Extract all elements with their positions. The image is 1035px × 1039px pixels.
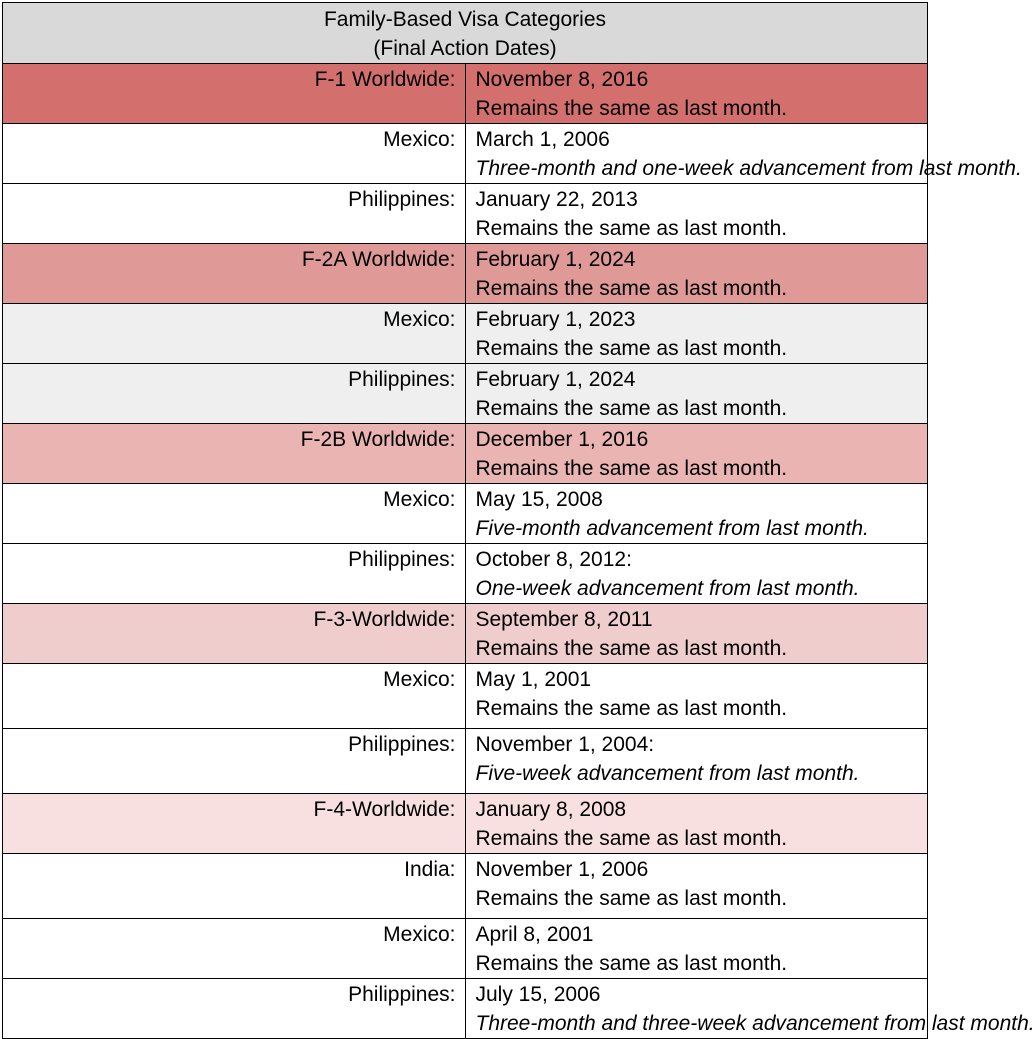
final-action-date: October 8, 2012: xyxy=(475,548,632,571)
category-label: India: xyxy=(3,854,466,919)
category-value xyxy=(465,484,928,544)
final-action-date: February 1, 2024 xyxy=(475,368,636,391)
table-row xyxy=(3,919,928,979)
change-note: Remains the same as last month. xyxy=(475,697,788,720)
category-label: Philippines: xyxy=(3,544,466,604)
table-row xyxy=(3,304,928,364)
category-value xyxy=(465,244,928,304)
table-row xyxy=(3,364,928,424)
category-value xyxy=(465,854,928,919)
category-value xyxy=(465,304,928,364)
category-value xyxy=(465,364,928,424)
category-label: Mexico: xyxy=(3,919,466,979)
category-value xyxy=(465,979,1035,1039)
category-label: Philippines: xyxy=(3,364,466,424)
category-value xyxy=(465,544,928,604)
table-row xyxy=(3,544,928,604)
change-note: Remains the same as last month. xyxy=(475,827,788,850)
final-action-date: May 1, 2001 xyxy=(475,668,592,691)
table-row xyxy=(3,979,928,1039)
change-note: Remains the same as last month. xyxy=(475,217,788,240)
final-action-date: November 1, 2004: xyxy=(475,733,655,756)
table-title-line2: (Final Action Dates) xyxy=(373,37,557,60)
table-header-row xyxy=(3,3,928,64)
table-title xyxy=(3,3,928,64)
table-row xyxy=(3,124,928,184)
table-row xyxy=(3,424,928,484)
visa-bulletin-table xyxy=(2,2,1035,1039)
table-row xyxy=(3,664,928,729)
change-note: Three-month and three-week advancement from last month. xyxy=(475,1012,1035,1035)
final-action-date: January 8, 2008 xyxy=(475,798,627,821)
change-note: Remains the same as last month. xyxy=(475,397,788,420)
final-action-date: September 8, 2011 xyxy=(475,608,653,631)
change-note: Remains the same as last month. xyxy=(475,277,788,300)
table-body xyxy=(3,64,1035,1039)
final-action-date: November 1, 2006 xyxy=(475,858,649,881)
category-label: Mexico: xyxy=(3,484,466,544)
category-label: Philippines: xyxy=(3,184,466,244)
category-value xyxy=(465,424,928,484)
category-label: F-3-Worldwide: xyxy=(3,604,466,664)
category-label: F-1 Worldwide: xyxy=(3,64,466,124)
change-note: Remains the same as last month. xyxy=(475,952,788,975)
change-note: Remains the same as last month. xyxy=(475,457,788,480)
table-row xyxy=(3,184,928,244)
final-action-date: January 22, 2013 xyxy=(475,188,638,211)
category-value xyxy=(465,124,1022,184)
change-note: Remains the same as last month. xyxy=(475,97,788,120)
category-label: Philippines: xyxy=(3,979,466,1039)
table-row xyxy=(3,729,928,794)
change-note: Three-month and one-week advancement from last month. xyxy=(475,157,1022,180)
category-value xyxy=(465,919,928,979)
final-action-date: February 1, 2023 xyxy=(475,308,636,331)
change-note: Remains the same as last month. xyxy=(475,337,788,360)
category-value xyxy=(465,64,928,124)
change-note: Remains the same as last month. xyxy=(475,637,788,660)
change-note: Five-week advancement from last month. xyxy=(475,762,860,785)
table-row xyxy=(3,64,928,124)
category-label: F-2B Worldwide: xyxy=(3,424,466,484)
category-value xyxy=(465,604,928,664)
category-label: F-2A Worldwide: xyxy=(3,244,466,304)
final-action-date: July 15, 2006 xyxy=(475,983,601,1006)
category-label: Mexico: xyxy=(3,304,466,364)
final-action-date: April 8, 2001 xyxy=(475,923,594,946)
category-value xyxy=(465,729,928,794)
table-row xyxy=(3,854,928,919)
category-label: Mexico: xyxy=(3,124,466,184)
change-note: Remains the same as last month. xyxy=(475,887,788,910)
category-value xyxy=(465,184,928,244)
final-action-date: March 1, 2006 xyxy=(475,128,610,151)
final-action-date: May 15, 2008 xyxy=(475,488,603,511)
category-label: F-4-Worldwide: xyxy=(3,794,466,854)
final-action-date: December 1, 2016 xyxy=(475,428,649,451)
category-value xyxy=(465,794,928,854)
table-row xyxy=(3,244,928,304)
table-row xyxy=(3,794,928,854)
change-note: One-week advancement from last month. xyxy=(475,577,860,600)
table-title-line1: Family-Based Visa Categories xyxy=(323,8,607,31)
table-row xyxy=(3,484,928,544)
final-action-date: November 8, 2016 xyxy=(475,68,649,91)
final-action-date: February 1, 2024 xyxy=(475,248,636,271)
category-label: Mexico: xyxy=(3,664,466,729)
category-value xyxy=(465,664,928,729)
table-row xyxy=(3,604,928,664)
category-label: Philippines: xyxy=(3,729,466,794)
change-note: Five-month advancement from last month. xyxy=(475,517,869,540)
